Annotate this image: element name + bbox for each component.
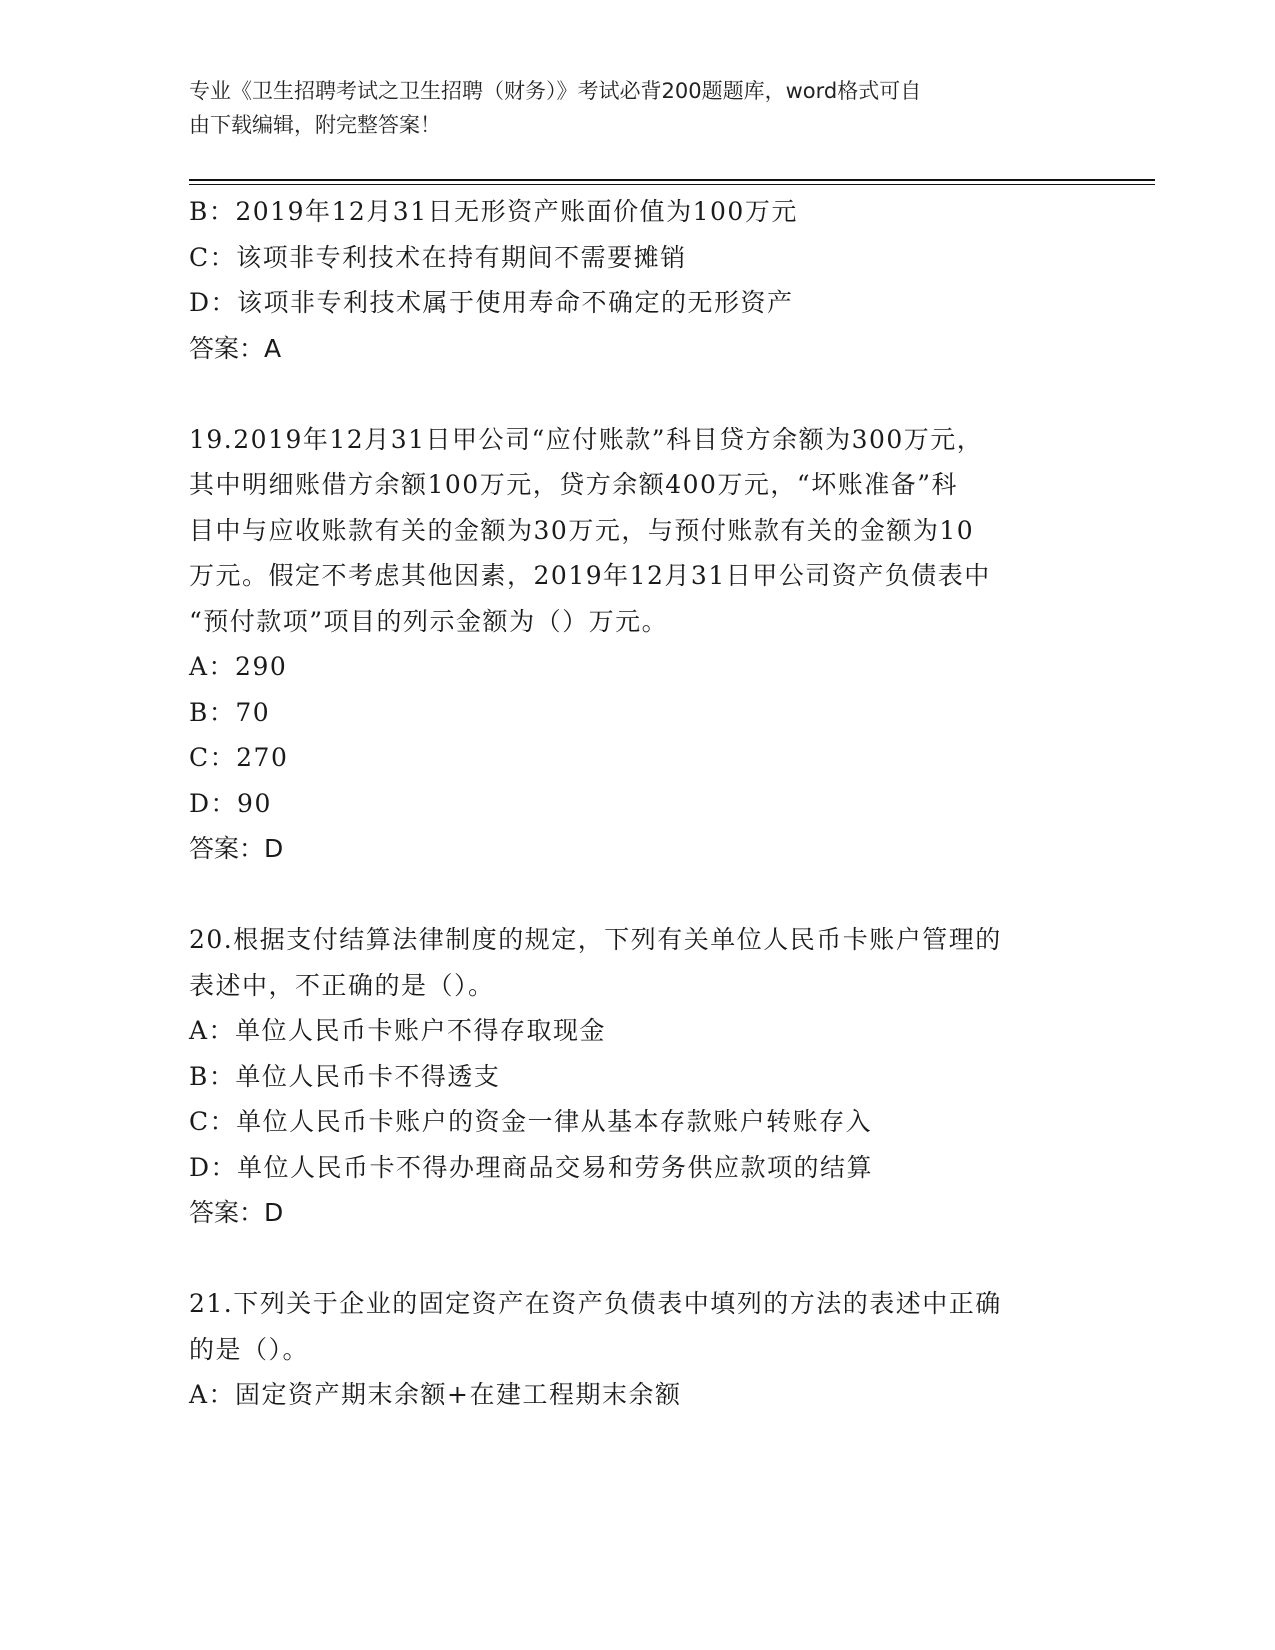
q19-stem-line: 万元。假定不考虑其他因素，2019年12月31日甲公司资产负债表中: [189, 561, 991, 590]
q19-option-c: C：270: [189, 743, 289, 772]
spacer: [189, 371, 1079, 417]
q19-option-b: B：70: [189, 697, 271, 727]
q21-option-a: A：固定资产期末余额+在建工程期末余额: [189, 1380, 682, 1409]
q20-option-a: A：单位人民币卡账户不得存取现金: [189, 1016, 607, 1045]
q20-option-b: B：单位人民币卡不得透支: [189, 1061, 501, 1091]
header-divider-thick: [189, 179, 1155, 181]
q20-stem: [189, 917, 1079, 1008]
q19-stem-line: 其中明细账借方余额100万元，贷方余额400万元，“坏账准备”科: [189, 470, 958, 499]
q18-answer: 答案：A: [189, 333, 282, 363]
q19-option-d: D：90: [189, 788, 272, 818]
header-line-1: 专业《卫生招聘考试之卫生招聘（财务）》考试必背200题题库，word格式可自: [189, 79, 922, 103]
q21-stem: [189, 1281, 1079, 1372]
q19-stem: [189, 417, 1079, 645]
q18-option-d: D：该项非专利技术属于使用寿命不确定的无形资产: [189, 288, 794, 317]
q20-answer: 答案：D: [189, 1198, 284, 1227]
q18-option-b: B：2019年12月31日无形资产账面价值为100万元: [189, 197, 798, 226]
q20-option-c: C：单位人民币卡账户的资金一律从基本存款账户转账存入: [189, 1107, 873, 1136]
question-content: [189, 189, 1079, 1418]
q19-stem-line: 目中与应收账款有关的金额为30万元，与预付账款有关的金额为10: [189, 515, 975, 545]
spacer: [189, 1236, 1079, 1282]
q21-stem-line: 的是（）。: [189, 1334, 310, 1364]
q19-answer: 答案：D: [189, 834, 284, 863]
q20-stem-line: 表述中，不正确的是（）。: [189, 970, 495, 1000]
header-line-2: 由下载编辑，附完整答案！: [189, 113, 441, 137]
q18-option-c: C：该项非专利技术在持有期间不需要摊销: [189, 242, 687, 272]
q19-stem-line: 19.2019年12月31日甲公司“应付账款”科目贷方余额为300万元，: [189, 424, 984, 454]
spacer: [189, 872, 1079, 918]
document-header: [189, 74, 1069, 142]
q21-stem-line: 21.下列关于企业的固定资产在资产负债表中填列的方法的表述中正确: [189, 1289, 1002, 1318]
q20-option-d: D：单位人民币卡不得办理商品交易和劳务供应款项的结算: [189, 1152, 874, 1182]
q19-stem-line: “预付款项”项目的列示金额为（）万元。: [189, 606, 669, 636]
q20-stem-line: 20.根据支付结算法律制度的规定，下列有关单位人民币卡账户管理的: [189, 925, 1002, 954]
header-divider-thin: [189, 184, 1155, 185]
q19-option-a: A：290: [189, 652, 288, 681]
